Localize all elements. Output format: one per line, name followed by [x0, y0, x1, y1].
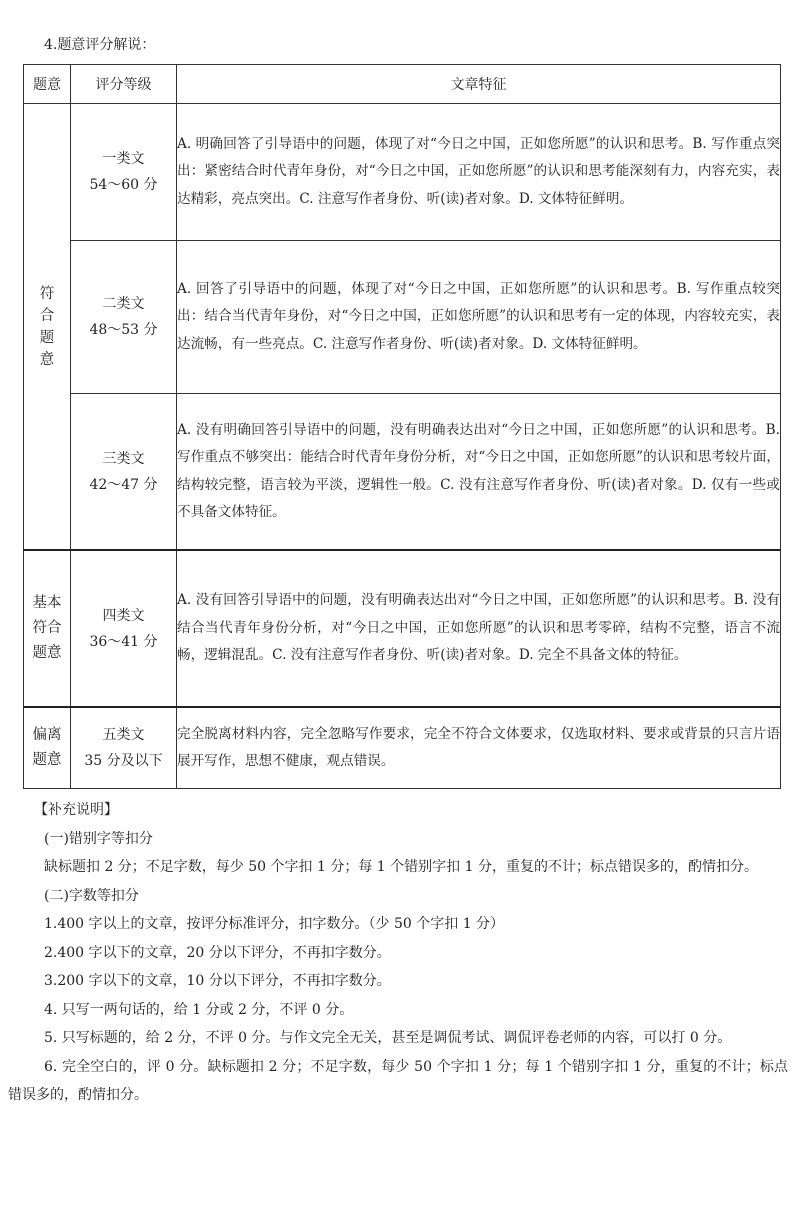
header-grade: 评分等级 [71, 65, 177, 104]
features-cell: A. 没有明确回答引导语中的问题，没有明确表达出对“今日之中国，正如您所愿”的认识和思考。B. 写作重点不够突出：能结合时代青年身份分析，对“今日之中国，正如您所愿”的认识和思考较片面，结构较完整，语言较为平淡，逻辑性一般。C. 没有注意写作者身份、听(读)者对象。D. 仅有一些或不具备文体特征。 [177, 394, 781, 551]
category-deviate-label: 偏离题意 [32, 727, 62, 768]
list-item: 5. 只写标题的，给 2 分，不评 0 分。与作文完全无关，甚至是调侃考试、调侃评卷老师的内容，可以打 0 分。 [44, 1030, 732, 1046]
list-item: 4. 只写一两句话的，给 1 分或 2 分，不评 0 分。 [44, 1001, 354, 1018]
grade-range: 54～60 分 [89, 177, 158, 193]
supplement-notes [8, 796, 788, 1110]
table-row [24, 707, 781, 789]
list-item: 6. 完全空白的，评 0 分。缺标题扣 2 分；不足字数，每少 50 个字扣 1 分；每 1 个错别字扣 1 分，重复的不计；标点错误多的，酌情扣分。 [8, 1058, 788, 1103]
table-header-row [24, 65, 781, 104]
grade-range: 35 分及以下 [84, 753, 163, 769]
grade-name: 四类文 [102, 607, 145, 624]
list-item: 2.400 字以下的文章，20 分以下评分，不再扣字数分。 [44, 944, 391, 961]
scoring-table [23, 64, 781, 789]
supplement-title: 【补充说明】 [34, 802, 118, 818]
grade-cell [71, 707, 177, 789]
grade-cell [71, 104, 177, 241]
category-basic [24, 550, 71, 707]
category-deviate [24, 707, 71, 789]
grade-range: 42～47 分 [89, 476, 158, 493]
grade-cell [71, 550, 177, 707]
list-item: 1.400 字以上的文章，按评分标准评分，扣字数分。（少 50 个字扣 1 分） [44, 916, 505, 932]
category-basic-label: 基本符合题意 [32, 595, 62, 661]
category-fit [24, 104, 71, 551]
features-cell: 完全脱离材料内容，完全忽略写作要求，完全不符合文体要求，仅选取材料、要求或背景的只言片语展开写作，思想不健康，观点错误。 [177, 707, 781, 789]
table-row [24, 104, 781, 241]
features-cell: A. 没有回答引导语中的问题，没有明确表达出对“今日之中国，正如您所愿”的认识和思考。B. 没有结合当代青年身份分析，对“今日之中国，正如您所愿”的认识和思考零碎，结构不完整，语言不流畅，逻辑混乱。C. 没有注意写作者身份、听(读)者对象。D. 完全不具备文体的特征。 [177, 550, 781, 707]
table-row [24, 241, 781, 394]
grade-cell [71, 394, 177, 551]
header-features: 文章特征 [177, 65, 781, 104]
grade-range: 48～53 分 [89, 322, 158, 338]
category-fit-label: 符合题意 [39, 285, 55, 368]
grade-range: 36～41 分 [89, 633, 158, 650]
grade-name: 一类文 [102, 151, 145, 167]
supplement-sub1: (一)错别字等扣分 [44, 830, 153, 847]
grade-name: 二类文 [102, 296, 145, 312]
header-topic: 题意 [24, 65, 71, 104]
features-cell: A. 回答了引导语中的问题，体现了对“今日之中国，正如您所愿”的认识和思考。B. 写作重点较突出：结合当代青年身份，对“今日之中国，正如您所愿”的认识和思考有一定的体现，内容较充实，表达流畅，有一些亮点。C. 注意写作者身份、听(读)者对象。D. 文体特征鲜明。 [177, 241, 781, 394]
supplement-sub2: (二)字数等扣分 [44, 887, 139, 904]
section-title: 4.题意评分解说： [44, 37, 156, 53]
table-row [24, 550, 781, 707]
grade-name: 三类文 [102, 450, 145, 467]
grade-cell [71, 241, 177, 394]
list-item: 3.200 字以下的文章，10 分以下评分，不再扣字数分。 [44, 973, 391, 989]
features-cell: A. 明确回答了引导语中的问题，体现了对“今日之中国，正如您所愿”的认识和思考。B. 写作重点突出：紧密结合时代青年身份，对“今日之中国，正如您所愿”的认识和思考能深刻有力，内容充实，表达精彩，亮点突出。C. 注意写作者身份、听(读)者对象。D. 文体特征鲜明。 [177, 104, 781, 241]
table-row [24, 394, 781, 551]
grade-name: 五类文 [102, 727, 145, 743]
supplement-para1: 缺标题扣 2 分；不足字数，每少 50 个字扣 1 分；每 1 个错别字扣 1 分，重复的不计；标点错误多的，酌情扣分。 [44, 859, 758, 875]
